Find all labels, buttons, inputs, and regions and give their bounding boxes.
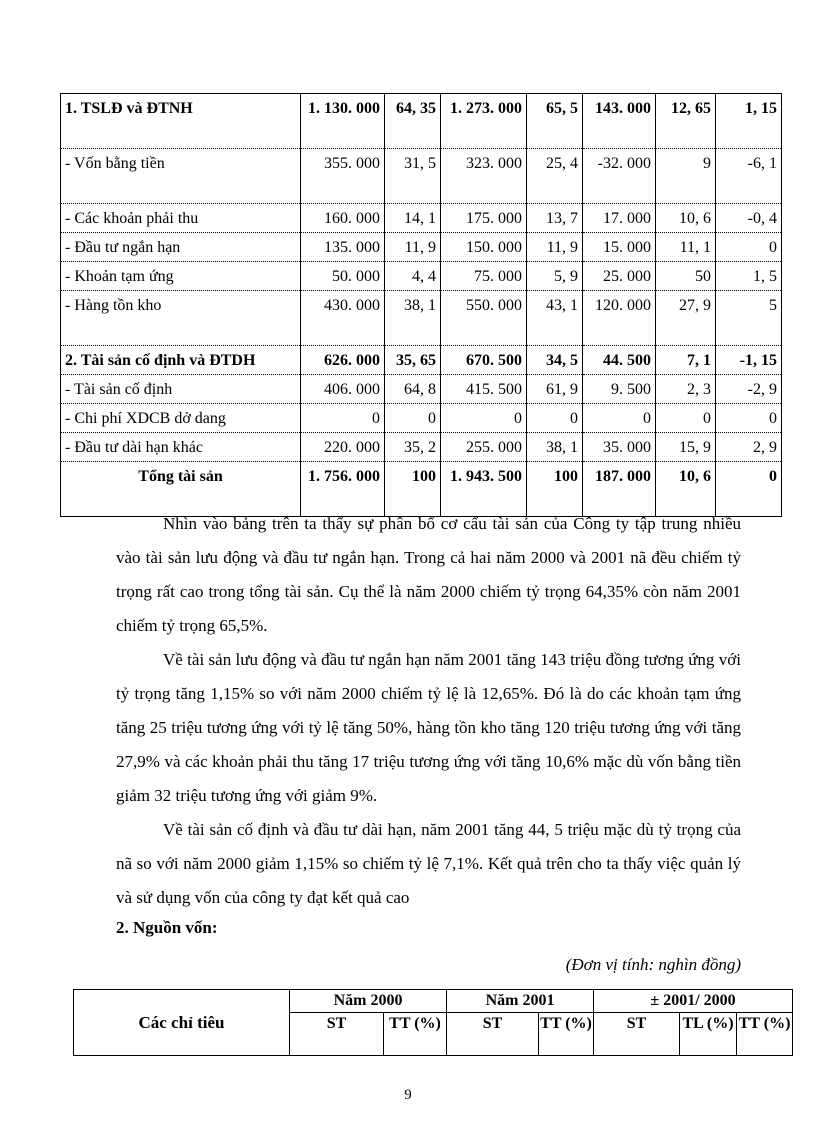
cell-label: - Đầu tư dài hạn khác xyxy=(61,433,301,462)
cell-st2000: 135. 000 xyxy=(301,233,385,262)
table-row xyxy=(61,375,782,404)
cell-tt2001: 11, 9 xyxy=(527,233,583,262)
cell-st2001: 75. 000 xyxy=(441,262,527,291)
table-row xyxy=(61,291,782,346)
cell-tt: 2, 9 xyxy=(716,433,782,462)
cell-tt2000: 0 xyxy=(385,404,441,433)
cell-tt: -1, 15 xyxy=(716,346,782,375)
cell-tt2001: 13, 7 xyxy=(527,204,583,233)
year-2000-header: Năm 2000 xyxy=(290,990,447,1013)
cell-tl: 10, 6 xyxy=(656,462,716,517)
table-row xyxy=(61,262,782,291)
cell-st2000: 50. 000 xyxy=(301,262,385,291)
cell-st2001: 415. 500 xyxy=(441,375,527,404)
cell-st2000: 220. 000 xyxy=(301,433,385,462)
table-row xyxy=(61,149,782,204)
table-row xyxy=(61,204,782,233)
cell-tt2001: 25, 4 xyxy=(527,149,583,204)
cell-label: 2. Tài sản cố định và ĐTDH xyxy=(61,346,301,375)
cell-label: - Đầu tư ngắn hạn xyxy=(61,233,301,262)
cell-tl: 11, 1 xyxy=(656,233,716,262)
cell-tt2000: 31, 5 xyxy=(385,149,441,204)
st-2001-header: ST xyxy=(447,1013,539,1056)
table-row xyxy=(61,346,782,375)
cell-tt2000: 35, 2 xyxy=(385,433,441,462)
cell-tl: 7, 1 xyxy=(656,346,716,375)
cell-label: - Vốn bằng tiền xyxy=(61,149,301,204)
cell-st2000: 626. 000 xyxy=(301,346,385,375)
cell-diff: 15. 000 xyxy=(583,233,656,262)
cell-diff: 44. 500 xyxy=(583,346,656,375)
analysis-paragraph-3: Về tài sản cố định và đầu tư dài hạn, năm 2001 tăng 44, 5 triệu mặc dù tỷ trọng của nã so với năm 2000 giảm 1,15% so chiếm tỷ lệ 7,1%. Kết quả trên cho ta thấy việc quản lý và sử dụng vốn của công ty đạt kết quả cao xyxy=(116,820,741,907)
table-row xyxy=(61,233,782,262)
analysis-paragraph-2: Về tài sản lưu động và đầu tư ngắn hạn năm 2001 tăng 143 triệu đồng tương ứng với tỷ trọng tăng 1,15% so với năm 2000 chiếm tỷ lệ là 12,65%. Đó là do các khoản tạm ứng tăng 25 triệu tương ứng với tỷ lệ tăng 50%, hàng tồn kho tăng 120 triệu tương ứng với tăng 27,9% và các khoản phải thu tăng 17 triệu tương ứng với tăng 10,6% mặc dù vốn bằng tiền giảm 32 triệu tương ứng với giảm 9%. xyxy=(116,650,741,805)
cell-tt2000: 64, 8 xyxy=(385,375,441,404)
cell-label: - Hàng tồn kho xyxy=(61,291,301,346)
cell-tt2000: 4, 4 xyxy=(385,262,441,291)
cell-diff: 0 xyxy=(583,404,656,433)
cell-diff: 143. 000 xyxy=(583,94,656,149)
table-row xyxy=(61,94,782,149)
analysis-paragraph-1: Nhìn vào bảng trên ta thấy sự phân bố cơ cấu tài sản của Công ty tập trung nhiều vào tài sản lưu động và đầu tư ngắn hạn. Trong cả hai năm 2000 và 2001 nã đều chiếm tỷ trọng rất cao trong tổng tài sản. Cụ thể là năm 2000 chiếm tỷ trọng 64,35% còn năm 2001 chiếm tỷ trọng 65,5%. xyxy=(116,514,741,635)
cell-tt2001: 38, 1 xyxy=(527,433,583,462)
cell-tt2001: 65, 5 xyxy=(527,94,583,149)
cell-tt2001: 43, 1 xyxy=(527,291,583,346)
cell-st2001: 1. 273. 000 xyxy=(441,94,527,149)
cell-tt2001: 34, 5 xyxy=(527,346,583,375)
cell-st2000: 1. 756. 000 xyxy=(301,462,385,517)
cell-tt2000: 64, 35 xyxy=(385,94,441,149)
cell-tl: 27, 9 xyxy=(656,291,716,346)
cell-tl: 50 xyxy=(656,262,716,291)
cell-label: - Các khoản phải thu xyxy=(61,204,301,233)
table-row xyxy=(61,404,782,433)
cell-tt: -0, 4 xyxy=(716,204,782,233)
cell-tl: 9 xyxy=(656,149,716,204)
cell-st2001: 0 xyxy=(441,404,527,433)
cell-st2001: 175. 000 xyxy=(441,204,527,233)
cell-tt2000: 35, 65 xyxy=(385,346,441,375)
cell-tl: 2, 3 xyxy=(656,375,716,404)
criteria-header: Các chỉ tiêu xyxy=(74,990,290,1056)
cell-tl: 10, 6 xyxy=(656,204,716,233)
table-row xyxy=(61,433,782,462)
tt-2000-header: TT (%) xyxy=(384,1013,447,1056)
cell-tt: 1, 5 xyxy=(716,262,782,291)
cell-tt2000: 11, 9 xyxy=(385,233,441,262)
year-2001-header: Năm 2001 xyxy=(447,990,594,1013)
page-number: 9 xyxy=(404,1087,412,1103)
cell-tt2000: 38, 1 xyxy=(385,291,441,346)
cell-st2001: 150. 000 xyxy=(441,233,527,262)
cell-diff: -32. 000 xyxy=(583,149,656,204)
cell-tt: 5 xyxy=(716,291,782,346)
cell-tl: 12, 65 xyxy=(656,94,716,149)
cell-diff: 35. 000 xyxy=(583,433,656,462)
cell-diff: 25. 000 xyxy=(583,262,656,291)
cell-st2000: 160. 000 xyxy=(301,204,385,233)
cell-st2001: 550. 000 xyxy=(441,291,527,346)
cell-st2000: 355. 000 xyxy=(301,149,385,204)
st-change-header: ST xyxy=(594,1013,680,1056)
cell-st2001: 670. 500 xyxy=(441,346,527,375)
asset-structure-table xyxy=(60,93,782,517)
cell-tt: 0 xyxy=(716,462,782,517)
cell-label: Tổng tài sản xyxy=(61,462,301,517)
cell-tt2001: 5, 9 xyxy=(527,262,583,291)
cell-tt2001: 0 xyxy=(527,404,583,433)
cell-diff: 187. 000 xyxy=(583,462,656,517)
cell-tl: 15, 9 xyxy=(656,433,716,462)
cell-diff: 120. 000 xyxy=(583,291,656,346)
cell-label: 1. TSLĐ và ĐTNH xyxy=(61,94,301,149)
tl-change-header: TL (%) xyxy=(680,1013,737,1056)
cell-tt: -2, 9 xyxy=(716,375,782,404)
cell-tt2000: 100 xyxy=(385,462,441,517)
st-2000-header: ST xyxy=(290,1013,384,1056)
cell-tt: 0 xyxy=(716,404,782,433)
cell-tt: 0 xyxy=(716,233,782,262)
cell-tt2001: 61, 9 xyxy=(527,375,583,404)
cell-label: - Khoản tạm ứng xyxy=(61,262,301,291)
cell-st2000: 0 xyxy=(301,404,385,433)
cell-st2000: 406. 000 xyxy=(301,375,385,404)
cell-tt: 1, 15 xyxy=(716,94,782,149)
cell-st2000: 1. 130. 000 xyxy=(301,94,385,149)
cell-diff: 9. 500 xyxy=(583,375,656,404)
unit-note: (Đơn vị tính: nghìn đồng) xyxy=(565,955,741,974)
tt-2001-header: TT (%) xyxy=(539,1013,594,1056)
cell-label: - Chi phí XDCB dở dang xyxy=(61,404,301,433)
cell-st2001: 323. 000 xyxy=(441,149,527,204)
section-heading: 2. Nguồn vốn: xyxy=(116,918,218,937)
cell-st2001: 1. 943. 500 xyxy=(441,462,527,517)
cell-tt2001: 100 xyxy=(527,462,583,517)
capital-source-table xyxy=(73,989,793,1056)
cell-label: - Tài sản cố định xyxy=(61,375,301,404)
cell-tt2000: 14, 1 xyxy=(385,204,441,233)
cell-diff: 17. 000 xyxy=(583,204,656,233)
tt-change-header: TT (%) xyxy=(737,1013,793,1056)
cell-tl: 0 xyxy=(656,404,716,433)
change-header: ± 2001/ 2000 xyxy=(594,990,793,1013)
cell-st2000: 430. 000 xyxy=(301,291,385,346)
cell-st2001: 255. 000 xyxy=(441,433,527,462)
cell-tt: -6, 1 xyxy=(716,149,782,204)
